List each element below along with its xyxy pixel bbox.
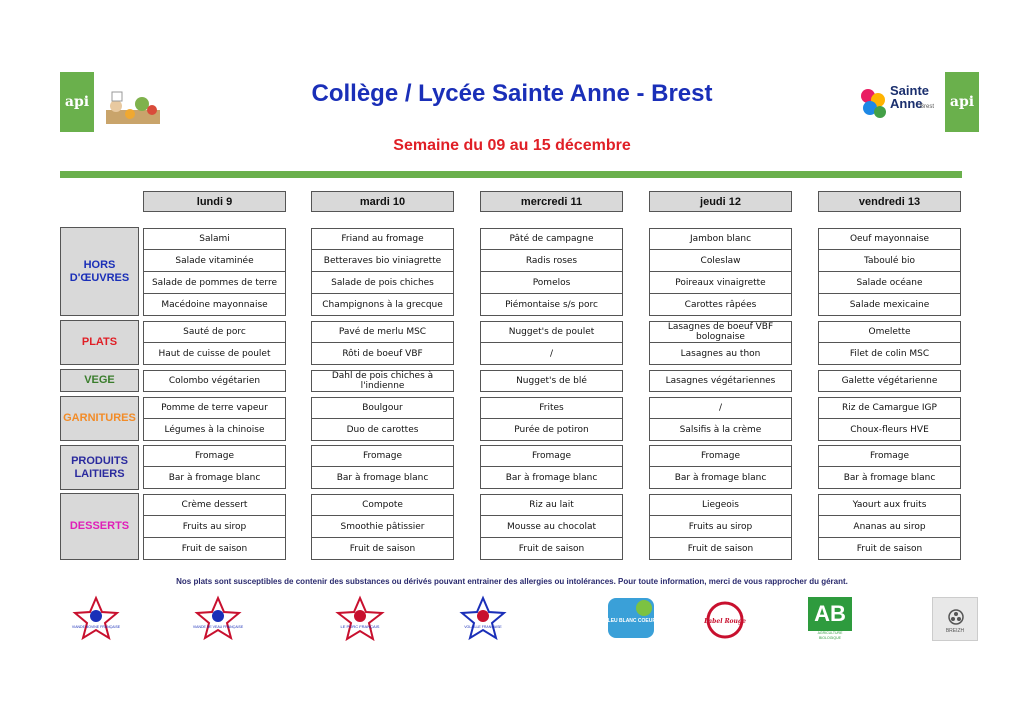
header-divider <box>60 171 962 178</box>
menu-cell-desserts: Fruit de saison <box>143 538 286 560</box>
school-logo <box>858 82 938 126</box>
menu-cell-desserts: Mousse au chocolat <box>480 516 623 538</box>
school-logo-mark <box>858 86 888 122</box>
menu-cell-vege: Nugget's de blé <box>480 370 623 392</box>
menu-cell-laitiers: Bar à fromage blanc <box>143 467 286 489</box>
day-header: jeudi 12 <box>649 191 792 212</box>
api-logo-right: api <box>945 72 979 132</box>
menu-cell-vege: Lasagnes végétariennes <box>649 370 792 392</box>
menu-cell-desserts: Fruit de saison <box>311 538 454 560</box>
menu-cell-laitiers: Fromage <box>649 445 792 467</box>
day-header: lundi 9 <box>143 191 286 212</box>
menu-cell-hors: Friand au fromage <box>311 228 454 250</box>
menu-cell-plats: Lasagnes au thon <box>649 343 792 365</box>
menu-cell-laitiers: Fromage <box>143 445 286 467</box>
ab-logo-letters: AB <box>808 597 852 631</box>
menu-cell-plats: / <box>480 343 623 365</box>
menu-cell-hors: Jambon blanc <box>649 228 792 250</box>
vvf-logo-text: VIANDE DE VEAU FRANÇAISE <box>192 625 244 629</box>
menu-cell-vege: Galette végétarienne <box>818 370 961 392</box>
menu-cell-plats: Filet de colin MSC <box>818 343 961 365</box>
menu-cell-desserts: Fruit de saison <box>818 538 961 560</box>
menu-cell-desserts: Liegeois <box>649 494 792 516</box>
menu-cell-garnitures: Salsifis à la crème <box>649 419 792 441</box>
menu-cell-desserts: Smoothie pâtissier <box>311 516 454 538</box>
category-produits-laitiers: PRODUITS LAITIERS <box>60 445 139 490</box>
menu-cell-garnitures: Duo de carottes <box>311 419 454 441</box>
menu-cell-plats: Nugget's de poulet <box>480 321 623 343</box>
menu-cell-garnitures: Légumes à la chinoise <box>143 419 286 441</box>
viande-de-veau-francaise-logo <box>192 596 244 642</box>
menu-cell-laitiers: Bar à fromage blanc <box>480 467 623 489</box>
menu-cell-garnitures: Choux-fleurs HVE <box>818 419 961 441</box>
menu-cell-vege: Colombo végétarien <box>143 370 286 392</box>
le-porc-francais-logo <box>335 596 385 642</box>
menu-cell-plats: Pavé de merlu MSC <box>311 321 454 343</box>
allergen-notice: Nos plats sont susceptibles de contenir des substances ou dérivés pouvant entrainer des allergies ou intolérances. Pour toute information, merci de vous rapprocher du gérant. <box>176 577 848 586</box>
category-desserts: DESSERTS <box>60 493 139 560</box>
breizh-logo <box>932 597 978 641</box>
menu-cell-laitiers: Bar à fromage blanc <box>311 467 454 489</box>
menu-cell-hors: Macédoine mayonnaise <box>143 294 286 316</box>
viande-bovine-francaise-logo <box>71 596 121 642</box>
menu-cell-garnitures: Frites <box>480 397 623 419</box>
menu-cell-plats: Sauté de porc <box>143 321 286 343</box>
label-rouge-logo <box>706 601 744 639</box>
menu-cell-hors: Piémontaise s/s porc <box>480 294 623 316</box>
menu-cell-hors: Betteraves bio viniagrette <box>311 250 454 272</box>
menu-cell-plats: Omelette <box>818 321 961 343</box>
menu-cell-desserts: Yaourt aux fruits <box>818 494 961 516</box>
menu-cell-laitiers: Fromage <box>311 445 454 467</box>
breizh-logo-text: BREIZH <box>945 628 965 634</box>
menu-cell-laitiers: Bar à fromage blanc <box>818 467 961 489</box>
menu-cell-hors: Champignons à la grecque <box>311 294 454 316</box>
bleu-blanc-coeur-logo <box>606 596 656 642</box>
menu-cell-desserts: Crème dessert <box>143 494 286 516</box>
week-subtitle: Semaine du 09 au 15 décembre <box>393 137 631 154</box>
menu-cell-hors: Salade océane <box>818 272 961 294</box>
day-header: vendredi 13 <box>818 191 961 212</box>
menu-cell-hors: Coleslaw <box>649 250 792 272</box>
menu-cell-plats: Haut de cuisse de poulet <box>143 343 286 365</box>
lpf-logo-text: LE PORC FRANÇAIS <box>340 624 380 629</box>
bbc-logo-text: BLEU BLANC COEUR <box>604 618 656 624</box>
day-header: mercredi 11 <box>480 191 623 212</box>
page-title: Collège / Lycée Sainte Anne - Brest <box>311 80 713 107</box>
menu-cell-hors: Radis roses <box>480 250 623 272</box>
school-logo-line1: Sainte <box>890 83 930 98</box>
menu-cell-hors: Salade mexicaine <box>818 294 961 316</box>
volaille-logo-text: VOLAILLE FRANÇAISE <box>464 625 502 629</box>
label-rouge-logo-text: Label Rouge <box>704 618 746 625</box>
menu-cell-hors: Oeuf mayonnaise <box>818 228 961 250</box>
volaille-francaise-logo <box>460 596 506 642</box>
menu-cell-hors: Taboulé bio <box>818 250 961 272</box>
menu-cell-garnitures: Pomme de terre vapeur <box>143 397 286 419</box>
category-garnitures: GARNITURES <box>60 396 139 441</box>
menu-cell-hors: Salade de pois chiches <box>311 272 454 294</box>
menu-cell-vege: Dahl de pois chiches à l'indienne <box>311 370 454 392</box>
menu-cell-hors: Pâté de campagne <box>480 228 623 250</box>
menu-cell-laitiers: Fromage <box>480 445 623 467</box>
menu-cell-garnitures: / <box>649 397 792 419</box>
menu-cell-desserts: Fruit de saison <box>480 538 623 560</box>
menu-cell-desserts: Compote <box>311 494 454 516</box>
menu-cell-plats: Rôti de boeuf VBF <box>311 343 454 365</box>
ab-logo-text: AGRICULTURE BIOLOGIQUE <box>817 631 843 640</box>
menu-cell-hors: Salami <box>143 228 286 250</box>
vbf-logo-text: VIANDE BOVINE FRANÇAISE <box>71 625 121 629</box>
school-logo-line3: Brest <box>920 104 935 110</box>
api-logo-left: api <box>60 72 94 132</box>
menu-cell-hors: Poireaux vinaigrette <box>649 272 792 294</box>
agriculture-biologique-logo <box>808 597 852 641</box>
category-hors-doeuvres: HORS D'ŒUVRES <box>60 227 139 316</box>
menu-cell-hors: Salade vitaminée <box>143 250 286 272</box>
menu-cell-laitiers: Fromage <box>818 445 961 467</box>
day-header: mardi 10 <box>311 191 454 212</box>
menu-cell-hors: Carottes râpées <box>649 294 792 316</box>
menu-cell-garnitures: Riz de Camargue IGP <box>818 397 961 419</box>
menu-cell-plats: Lasagnes de boeuf VBF bolognaise <box>649 321 792 343</box>
menu-cell-desserts: Fruit de saison <box>649 538 792 560</box>
menu-cell-laitiers: Bar à fromage blanc <box>649 467 792 489</box>
menu-cell-hors: Salade de pommes de terre <box>143 272 286 294</box>
menu-cell-garnitures: Boulgour <box>311 397 454 419</box>
category-vege: VEGE <box>60 369 139 392</box>
school-logo-line2: Anne <box>890 96 923 111</box>
menu-cell-desserts: Fruits au sirop <box>649 516 792 538</box>
menu-cell-desserts: Riz au lait <box>480 494 623 516</box>
menu-cell-desserts: Ananas au sirop <box>818 516 961 538</box>
menu-cell-desserts: Fruits au sirop <box>143 516 286 538</box>
menu-cell-hors: Pomelos <box>480 272 623 294</box>
menu-cell-garnitures: Purée de potiron <box>480 419 623 441</box>
category-plats: PLATS <box>60 320 139 365</box>
